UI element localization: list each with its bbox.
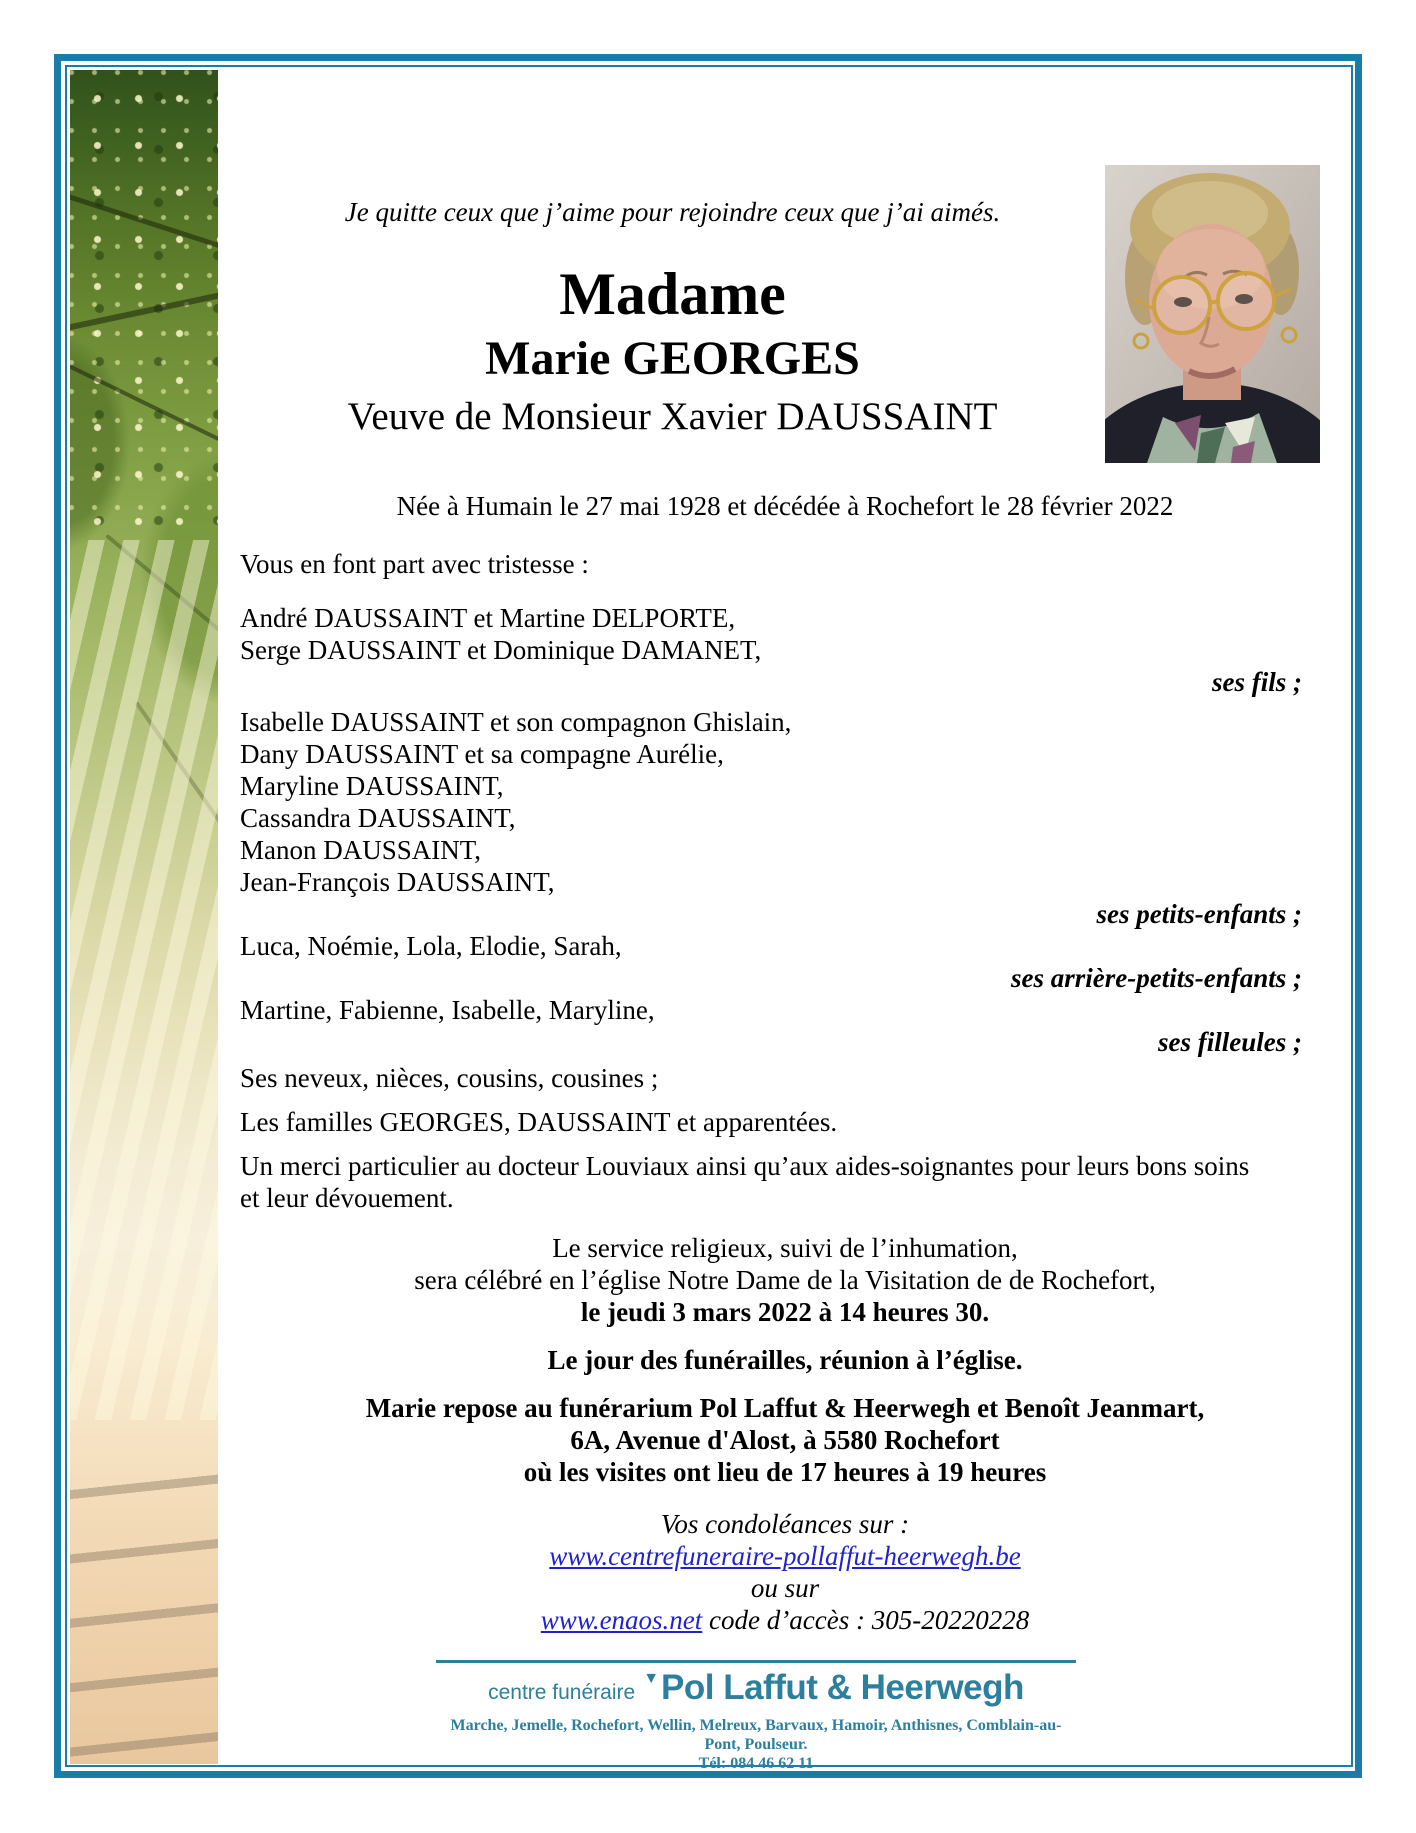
condolences-block: [240, 1508, 1330, 1636]
sons-label: ses fils ;: [1212, 667, 1302, 697]
funeral-home-logo: [436, 1669, 1076, 1773]
thanks-line: et leur dévouement.: [240, 1183, 454, 1213]
grandchildren-group: [240, 706, 1330, 1058]
families-line: Les familles GEORGES, DAUSSAINT et apparentées.: [240, 1107, 838, 1137]
family-line: Dany DAUSSAINT et sa compagne Aurélie,: [240, 739, 724, 769]
repose-block: [240, 1392, 1330, 1488]
sun-rays: [70, 540, 218, 1420]
repose-line: où les visites ont lieu de 17 heures à 19 heures: [523, 1457, 1047, 1487]
deceased-name: Marie GEORGES: [485, 332, 860, 385]
family-line: André DAUSSAINT et Martine DELPORTE,: [240, 603, 736, 633]
opening-quote: Je quitte ceux que j’aime pour rejoindre ceux que j’ai aimés.: [344, 197, 1001, 227]
family-line: Serge DAUSSAINT et Dominique DAMANET,: [240, 635, 762, 665]
widow-subtitle: Veuve de Monsieur Xavier DAUSSAINT: [347, 395, 998, 438]
announcement-line: Vous en font part avec tristesse :: [240, 549, 589, 579]
birth-death-line: Née à Humain le 27 mai 1928 et décédée à Rochefort le 28 février 2022: [396, 491, 1174, 521]
goddaughters-label: ses filleules ;: [1158, 1027, 1302, 1057]
main-content: [240, 70, 1330, 1773]
brand-small-label: centre funéraire: [488, 1681, 636, 1704]
relatives-line: Ses neveux, nièces, cousins, cousines ;: [240, 1063, 659, 1093]
goddaughters-line: Martine, Fabienne, Isabelle, Maryline,: [240, 995, 655, 1025]
condolences-link-enaos[interactable]: www.enaos.net: [540, 1605, 703, 1635]
brand-phone: Tél: 084 46 62 11: [698, 1755, 814, 1772]
access-code: code d’accès : 305-20220228: [709, 1605, 1030, 1635]
forest-path-image: [70, 70, 218, 1764]
thanks-line: Un merci particulier au docteur Louviaux ainsi qu’aux aides-soignantes pour leurs bons soins: [240, 1151, 1250, 1181]
condolences-link-centrefuneraire[interactable]: www.centrefuneraire-pollaffut-heerwegh.be: [549, 1541, 1021, 1571]
condolences-or: ou sur: [750, 1573, 820, 1603]
triangle-icon: ▼: [643, 1670, 660, 1687]
footer-divider: [436, 1660, 1076, 1663]
service-line: Le service religieux, suivi de l’inhumation,: [552, 1233, 1018, 1263]
repose-line: 6A, Avenue d'Alost, à 5580 Rochefort: [570, 1425, 1000, 1455]
thanks-paragraph: [240, 1150, 1330, 1214]
condolences-intro: Vos condoléances sur :: [660, 1509, 910, 1539]
service-line: sera célébré en l’église Notre Dame de la Visitation de de Rochefort,: [414, 1265, 1156, 1295]
grandchildren-label: ses petits-enfants ;: [1096, 899, 1302, 929]
repose-line: Marie repose au funérarium Pol Laffut & Heerwegh et Benoît Jeanmart,: [365, 1393, 1205, 1423]
portrait-photo: [1105, 165, 1320, 463]
brand-locations: Marche, Jemelle, Rochefort, Wellin, Melreux, Barvaux, Hamoir, Anthisnes, Comblain-au-Pont, Poulseur.: [450, 1717, 1062, 1753]
sons-group: [240, 602, 1330, 698]
page-title: Madame: [559, 261, 786, 327]
path-shadows: [70, 1464, 218, 1764]
family-line: Cassandra DAUSSAINT,: [240, 803, 516, 833]
family-line: Manon DAUSSAINT,: [240, 835, 481, 865]
brand-row: [436, 1669, 1076, 1714]
header-block: [240, 196, 1105, 440]
meeting-line: Le jour des funérailles, réunion à l’église.: [547, 1345, 1023, 1375]
service-datetime: le jeudi 3 mars 2022 à 14 heures 30.: [580, 1297, 990, 1327]
family-line: Isabelle DAUSSAINT et son compagnon Ghislain,: [240, 707, 792, 737]
great-grandchildren-label: ses arrière-petits-enfants ;: [1011, 963, 1302, 993]
brand-name: Pol Laffut & Heerwegh: [661, 1668, 1024, 1707]
service-block: [240, 1232, 1330, 1328]
family-line: Maryline DAUSSAINT,: [240, 771, 504, 801]
great-grandchildren-line: Luca, Noémie, Lola, Elodie, Sarah,: [240, 931, 622, 961]
family-line: Jean-François DAUSSAINT,: [240, 867, 555, 897]
